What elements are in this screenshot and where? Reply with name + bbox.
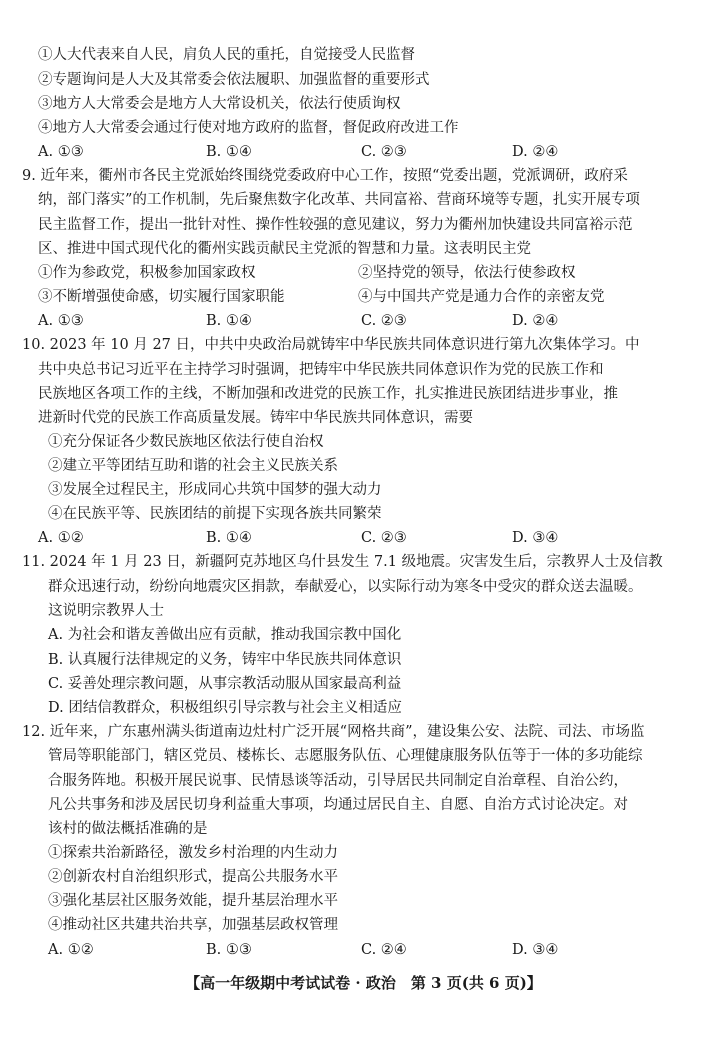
q10-item-3: ③发展全过程民主，形成同心共筑中国梦的强大动力 [48, 482, 382, 498]
q12-item-4: ④推动社区共建共治共享，加强基层政权管理 [48, 917, 338, 933]
q8-option-c: C. ②③ [361, 144, 407, 160]
q10-item-1: ①充分保证各少数民族地区依法行使自治权 [48, 434, 324, 450]
q10-option-a: A. ①② [38, 530, 84, 546]
q9-item-4: ④与中国共产党是通力合作的亲密友党 [358, 289, 605, 305]
q10-stem-line-3: 民族地区各项工作的主线，不断加强和改进党的民族工作，扎实推进民族团结进步事业，推 [38, 386, 618, 402]
q9-option-a: A. ①③ [38, 313, 84, 329]
q12-option-b: B. ①③ [206, 942, 252, 958]
q12-stem-line-1: 12. 近年来，广东惠州满头街道南边灶村广泛开展“网格共商”，建设集公安、法院、司法、市场监 [22, 724, 645, 740]
q12-item-2: ②创新农村自治组织形式，提高公共服务水平 [48, 869, 338, 885]
q12-option-d: D. ③④ [512, 942, 559, 958]
q10-option-c: C. ②③ [361, 530, 407, 546]
q10-stem-line-2: 共中央总书记习近平在主持学习时强调，把铸牢中华民族共同体意识作为党的民族工作和 [38, 362, 604, 378]
q12-item-3: ③强化基层社区服务效能，提升基层治理水平 [48, 893, 338, 909]
q10-stem-line-1: 10. 2023 年 10 月 27 日，中共中央政治局就铸牢中华民族共同体意识进行第九次集体学习。中 [22, 337, 640, 353]
q12-option-c: C. ②④ [361, 942, 407, 958]
q9-item-3: ③不断增强使命感，切实履行国家职能 [38, 289, 285, 305]
q10-item-2: ②建立平等团结互助和谐的社会主义民族关系 [48, 458, 338, 474]
q11-stem-line-1: 11. 2024 年 1 月 23 日，新疆阿克苏地区乌什县发生 7.1 级地震。灾害发生后，宗教界人士及信教 [22, 554, 663, 570]
q9-option-b: B. ①④ [206, 313, 252, 329]
q9-stem-line-4: 区、推进中国式现代化的衢州实践贡献民主党派的智慧和力量。这表明民主党 [38, 241, 531, 257]
q12-stem-line-2: 管局等职能部门，辖区党员、楼栋长、志愿服务队伍、心理健康服务队伍等于一体的多功能综 [48, 748, 643, 764]
q9-item-1: ①作为参政党，积极参加国家政权 [38, 265, 256, 281]
q9-stem-line-1: 9. 近年来，衢州市各民主党派始终围绕党委政府中心工作，按照“党委出题，党派调研，政府采 [22, 168, 628, 184]
q10-item-4: ④在民族平等、民族团结的前提下实现各族共同繁荣 [48, 506, 382, 522]
q10-option-d: D. ③④ [512, 530, 559, 546]
q12-stem-line-5: 该村的做法概括准确的是 [48, 821, 208, 837]
q9-stem-line-3: 民主监督工作，提出一批针对性、操作性较强的意见建议，努力为衢州加快建设共同富裕示范 [38, 217, 633, 233]
q8-option-d: D. ②④ [512, 144, 559, 160]
q12-option-a: A. ①② [48, 942, 94, 958]
q12-stem-line-3: 合服务阵地。积极开展民说事、民情恳谈等活动，引导居民共同制定自治章程、自治公约， [48, 773, 628, 789]
page-footer: 【高一年级期中考试试卷 · 政治 第 3 页(共 6 页)】 [185, 974, 542, 992]
q11-choice-b: B. 认真履行法律规定的义务，铸牢中华民族共同体意识 [48, 652, 402, 668]
q8-option-b: B. ①④ [206, 144, 252, 160]
q11-stem-line-3: 这说明宗教界人士 [48, 603, 164, 619]
q9-stem-line-2: 纳，部门落实”的工作机制，先后聚焦数字化改革、共同富裕、营商环境等专题，扎实开展专项 [38, 192, 640, 208]
q9-option-d: D. ②④ [512, 313, 559, 329]
q11-choice-a: A. 为社会和谐友善做出应有贡献，推动我国宗教中国化 [48, 627, 402, 643]
q8-item-3: ③地方人大常委会是地方人大常设机关，依法行使质询权 [38, 96, 401, 112]
q12-item-1: ①探索共治新路径，激发乡村治理的内生动力 [48, 845, 338, 861]
q8-item-4: ④地方人大常委会通过行使对地方政府的监督，督促政府改进工作 [38, 120, 459, 136]
q10-option-b: B. ①④ [206, 530, 252, 546]
q9-item-2: ②坚持党的领导，依法行使参政权 [358, 265, 576, 281]
q8-option-a: A. ①③ [38, 144, 84, 160]
q8-item-2: ②专题询问是人大及其常委会依法履职、加强监督的重要形式 [38, 72, 430, 88]
q8-item-1: ①人大代表来自人民，肩负人民的重托，自觉接受人民监督 [38, 47, 415, 63]
q11-stem-line-2: 群众迅速行动，纷纷向地震灾区捐款，奉献爱心，以实际行动为寒冬中受灾的群众送去温暖。 [48, 579, 643, 595]
q10-stem-line-4: 进新时代党的民族工作高质量发展。铸牢中华民族共同体意识，需要 [38, 410, 473, 426]
q11-choice-d: D. 团结信教群众，积极组织引导宗教与社会主义相适应 [48, 700, 402, 716]
q9-option-c: C. ②③ [361, 313, 407, 329]
q12-stem-line-4: 凡公共事务和涉及居民切身利益重大事项，均通过居民自主、自愿、自治方式讨论决定。对 [48, 797, 628, 813]
q11-choice-c: C. 妥善处理宗教问题，从事宗教活动服从国家最高利益 [48, 676, 402, 692]
